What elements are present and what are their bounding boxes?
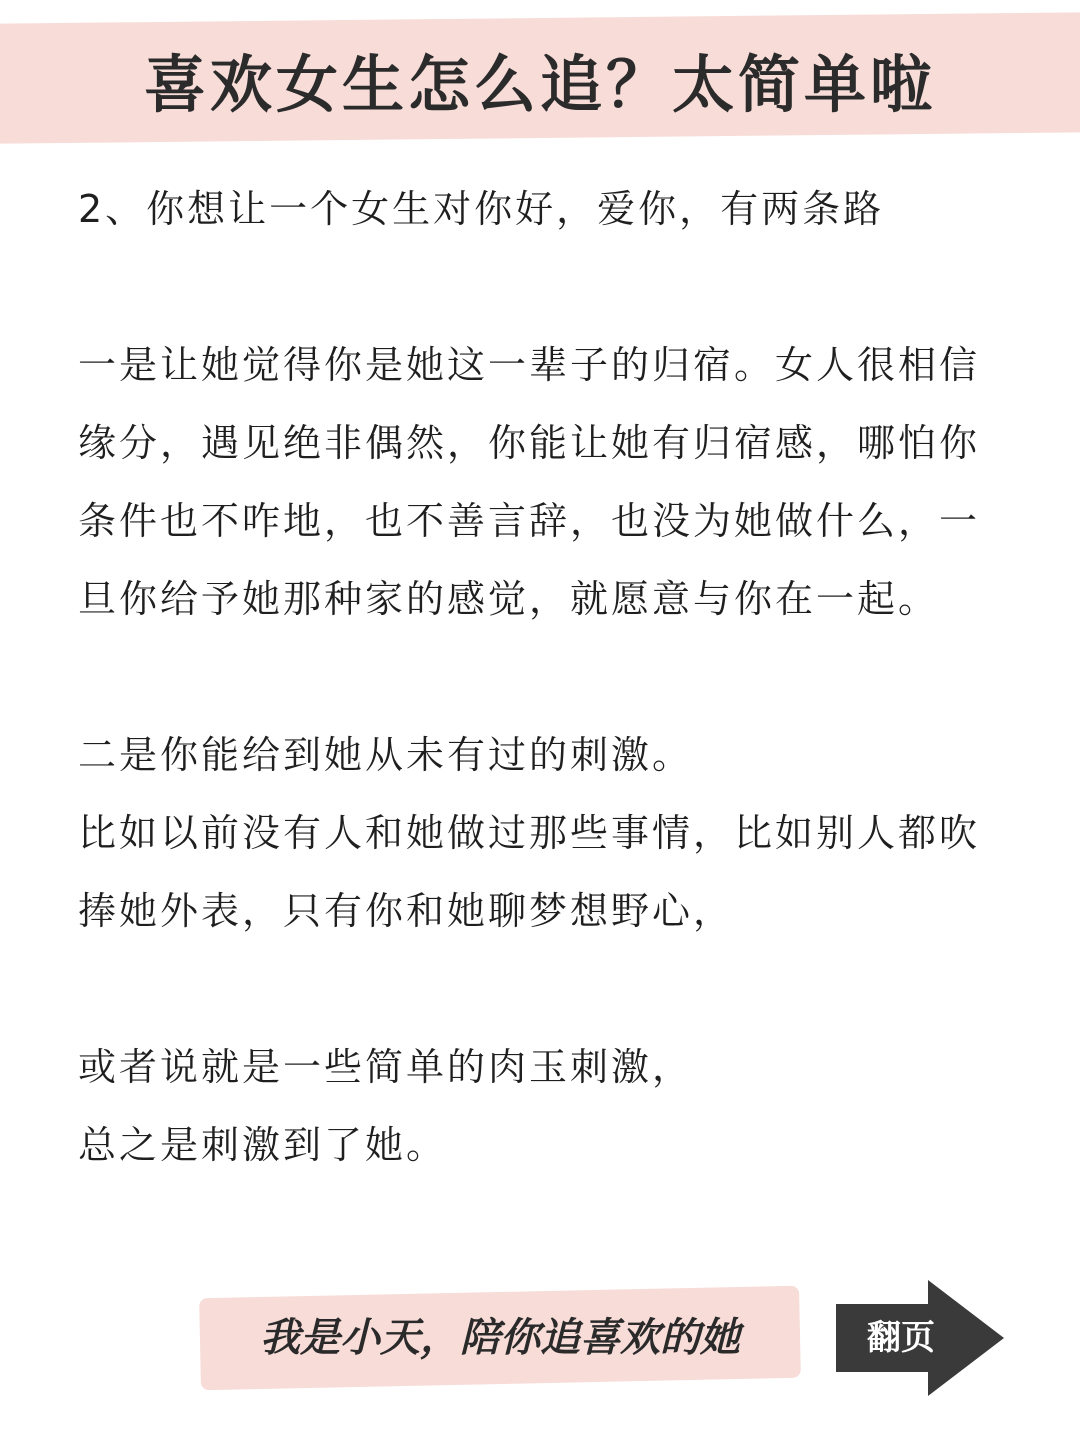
paragraph-line: 旦你给予她那种家的感觉，就愿意与你在一起。 bbox=[78, 577, 940, 621]
paragraph-line: 二是你能给到她从未有过的刺激。 bbox=[78, 733, 694, 777]
paragraph-line: 捧她外表，只有你和她聊梦想野心， bbox=[78, 889, 735, 933]
next-page-button[interactable] bbox=[836, 1280, 1006, 1396]
article-body bbox=[78, 170, 1002, 1184]
spacer bbox=[78, 950, 1002, 1028]
spacer bbox=[78, 248, 1002, 326]
paragraph-line: 一是让她觉得你是她这一辈子的归宿。女人很相信 bbox=[78, 343, 981, 387]
paragraph-line: 或者说就是一些简单的肉玉刺激， bbox=[78, 1045, 694, 1089]
paragraph-line: 条件也不咋地，也不善言辞，也没为她做什么，一 bbox=[78, 499, 981, 543]
paragraph-intro: 2、你想让一个女生对你好，爱你，有两条路 bbox=[78, 187, 885, 231]
spacer bbox=[78, 638, 1002, 716]
paragraph-line: 比如以前没有人和她做过那些事情，比如别人都吹 bbox=[78, 811, 981, 855]
paragraph-line: 总之是刺激到了她。 bbox=[78, 1123, 448, 1167]
footer-tagline: 我是小天，陪你追喜欢的她 bbox=[260, 1314, 740, 1361]
next-page-label: 翻页 bbox=[867, 1318, 935, 1358]
page-title: 喜欢女生怎么追？太简单啦 bbox=[143, 48, 936, 121]
paragraph-line: 缘分，遇见绝非偶然，你能让她有归宿感，哪怕你 bbox=[78, 421, 981, 465]
